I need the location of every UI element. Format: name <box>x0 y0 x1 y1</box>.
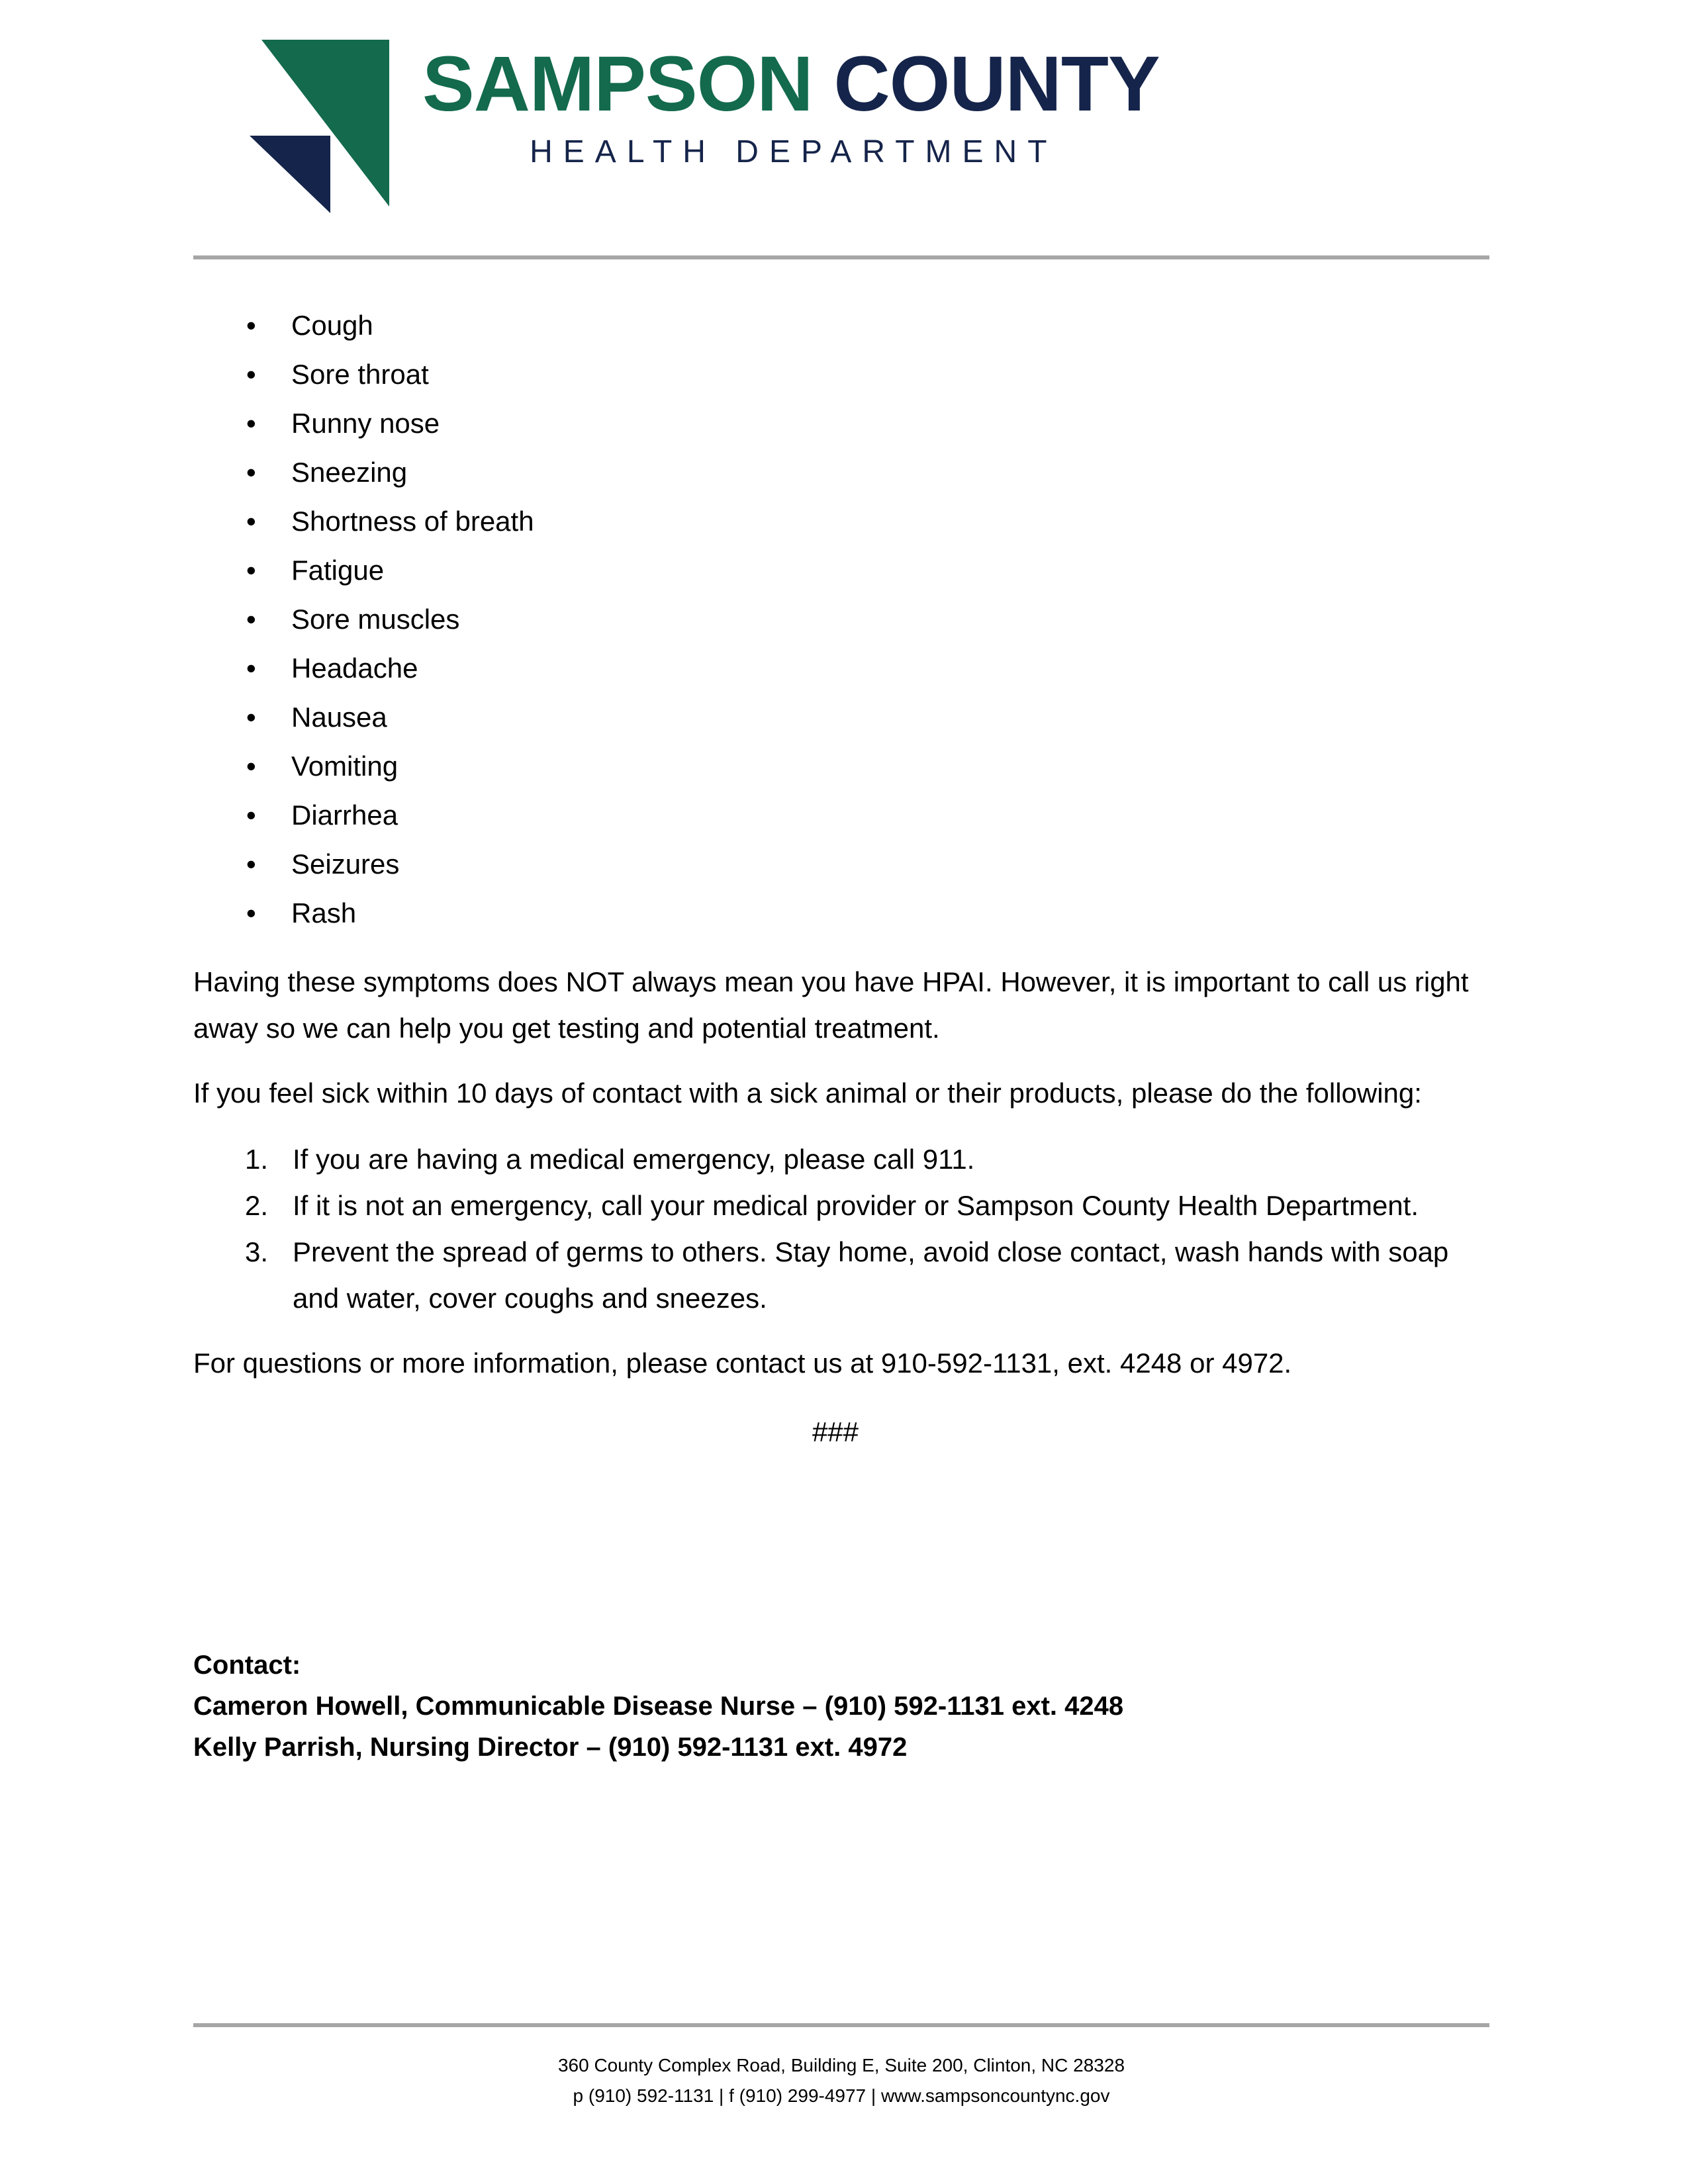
list-item <box>193 497 1477 546</box>
list-item <box>193 693 1477 742</box>
organization-name-part1: SAMPSON <box>422 40 813 128</box>
footer-contact-line: p (910) 592-1131 | f (910) 299-4977 | www.sampsoncountync.gov <box>573 2085 1110 2106</box>
list-item <box>193 448 1477 497</box>
header-divider <box>193 255 1489 259</box>
organization-logo <box>250 38 1160 212</box>
list-item <box>193 1229 1477 1322</box>
questions-paragraph: For questions or more information, please contact us at 910-592-1131, ext. 4248 or 4972. <box>193 1347 1292 1379</box>
organization-subtitle: HEALTH DEPARTMENT <box>530 134 1058 169</box>
list-item <box>193 1183 1477 1229</box>
list-item-number: 1. <box>245 1144 269 1175</box>
sick-intro-paragraph: If you feel sick within 10 days of contact with a sick animal or their products, please do the following: <box>193 1077 1422 1109</box>
list-item-label: Cough <box>291 310 373 341</box>
bullet-icon: • <box>246 653 256 684</box>
logo-navy-triangle <box>250 136 330 213</box>
list-item <box>193 301 1477 350</box>
list-item <box>193 595 1477 644</box>
list-item-label: Shortness of breath <box>291 506 534 537</box>
contact-person-secondary: Kelly Parrish, Nursing Director – (910) 592-1131 ext. 4972 <box>193 1733 908 1762</box>
bullet-icon: • <box>246 555 256 586</box>
list-item-label: Sneezing <box>291 457 408 488</box>
bullet-icon: • <box>246 408 256 439</box>
document-body <box>193 301 1477 1768</box>
page-footer <box>193 2050 1489 2111</box>
list-item-label: Diarrhea <box>291 799 399 831</box>
list-item-label: Seizures <box>291 848 400 880</box>
triangle-chevron-logo-icon <box>250 40 399 212</box>
list-item-number: 2. <box>245 1190 269 1221</box>
list-item-label: If you are having a medical emergency, please call 911. <box>293 1144 975 1175</box>
list-item <box>193 350 1477 399</box>
footer-divider <box>193 2023 1489 2027</box>
footer-address: 360 County Complex Road, Building E, Suite 200, Clinton, NC 28328 <box>557 2055 1125 2075</box>
list-item-label: Rash <box>291 897 357 929</box>
bullet-icon: • <box>246 702 256 733</box>
bullet-icon: • <box>246 897 256 929</box>
bullet-icon: • <box>246 457 256 488</box>
list-item <box>193 1136 1477 1183</box>
bullet-icon: • <box>246 506 256 537</box>
list-item-label: Runny nose <box>291 408 440 439</box>
list-item-label: Sore throat <box>291 359 429 390</box>
list-item-label: Nausea <box>291 702 387 733</box>
list-item-label: Vomiting <box>291 751 399 782</box>
list-item <box>193 546 1477 595</box>
contact-block <box>193 1645 1477 1768</box>
contact-heading: Contact: <box>193 1651 301 1680</box>
bullet-icon: • <box>246 848 256 880</box>
list-item-label: Headache <box>291 653 418 684</box>
list-item <box>193 889 1477 938</box>
organization-name-part2: COUNTY <box>833 40 1160 128</box>
bullet-icon: • <box>246 799 256 831</box>
list-item-number: 3. <box>245 1236 269 1267</box>
list-item <box>193 840 1477 889</box>
bullet-icon: • <box>246 359 256 390</box>
list-item-label: Sore muscles <box>291 604 460 635</box>
bullet-icon: • <box>246 310 256 341</box>
list-item <box>193 791 1477 840</box>
list-item-label: If it is not an emergency, call your medical provider or Sampson County Health Department. <box>293 1190 1419 1221</box>
action-steps-list <box>193 1136 1477 1322</box>
list-item <box>193 742 1477 791</box>
bullet-icon: • <box>246 604 256 635</box>
letterhead <box>193 33 1489 232</box>
bullet-icon: • <box>246 751 256 782</box>
symptom-list <box>193 301 1477 938</box>
organization-wordmark <box>422 38 1160 170</box>
list-item <box>193 399 1477 448</box>
organization-name <box>422 40 1160 128</box>
contact-person-primary: Cameron Howell, Communicable Disease Nurse – (910) 592-1131 ext. 4248 <box>193 1692 1124 1721</box>
end-of-release-mark: ### <box>812 1416 859 1447</box>
list-item-label: Fatigue <box>291 555 385 586</box>
list-item-label: Prevent the spread of germs to others. Stay home, avoid close contact, wash hands with soap and water, cover coughs and sneezes. <box>293 1236 1449 1314</box>
symptoms-note-paragraph: Having these symptoms does NOT always mean you have HPAI. However, it is important to call us right away so we can help you get testing and potential treatment. <box>193 966 1469 1044</box>
list-item <box>193 644 1477 693</box>
